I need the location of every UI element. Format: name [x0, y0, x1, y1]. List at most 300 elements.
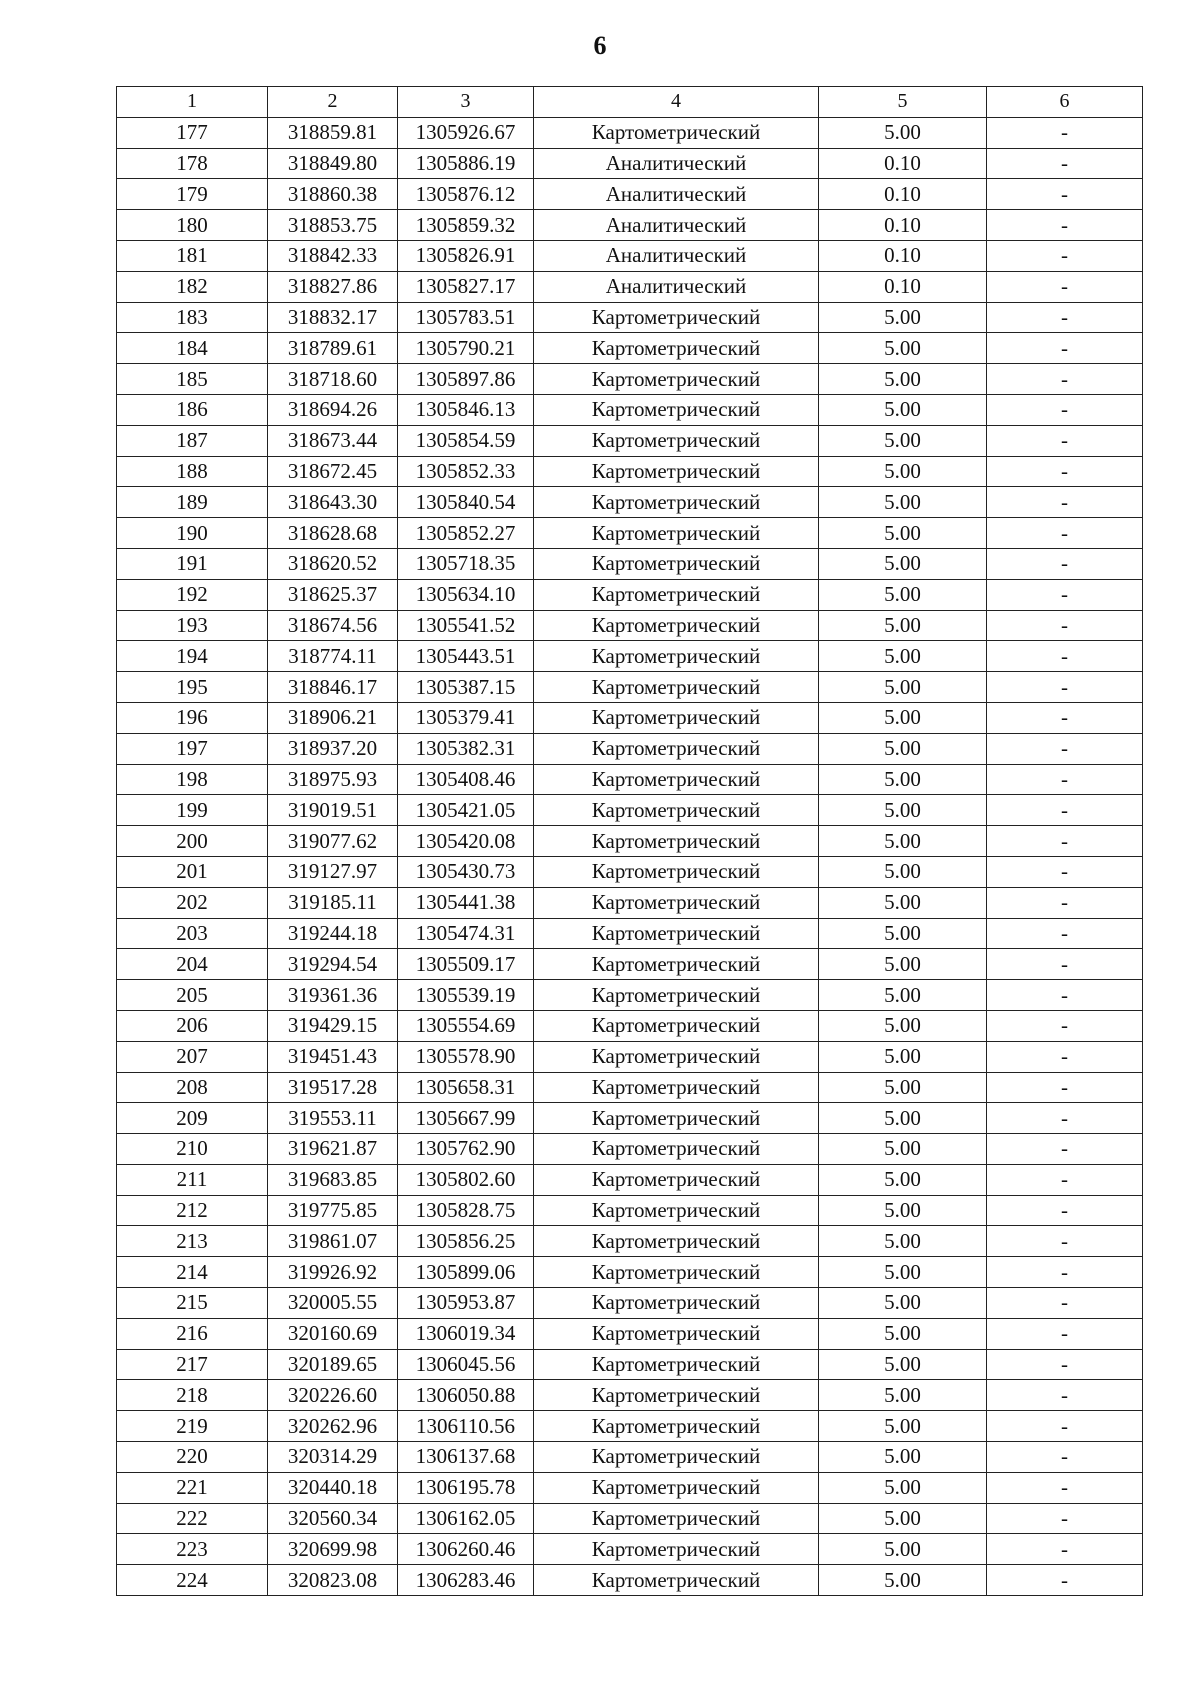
- accuracy-cell: 5.00: [819, 1565, 987, 1596]
- table-row: [117, 1534, 1143, 1565]
- point-number-cell: 223: [117, 1534, 268, 1565]
- table-row: [117, 1257, 1143, 1288]
- method-cell: Картометрический: [534, 733, 819, 764]
- table-row: [117, 1411, 1143, 1442]
- coordinate-x-cell: 319429.15: [268, 1010, 398, 1041]
- method-cell: Картометрический: [534, 333, 819, 364]
- coordinate-y-cell: 1306050.88: [398, 1380, 534, 1411]
- accuracy-cell: 5.00: [819, 980, 987, 1011]
- note-cell: -: [987, 1380, 1143, 1411]
- method-cell: Картометрический: [534, 425, 819, 456]
- table-row: [117, 240, 1143, 271]
- note-cell: -: [987, 1349, 1143, 1380]
- method-cell: Картометрический: [534, 1288, 819, 1319]
- method-cell: Картометрический: [534, 117, 819, 148]
- coordinate-x-cell: 318672.45: [268, 456, 398, 487]
- method-cell: Картометрический: [534, 826, 819, 857]
- note-cell: -: [987, 1318, 1143, 1349]
- point-number-cell: 197: [117, 733, 268, 764]
- coordinate-y-cell: 1305953.87: [398, 1288, 534, 1319]
- coordinate-x-cell: 320823.08: [268, 1565, 398, 1596]
- coordinate-y-cell: 1305854.59: [398, 425, 534, 456]
- accuracy-cell: 5.00: [819, 1134, 987, 1165]
- note-cell: -: [987, 210, 1143, 241]
- table-row: [117, 1503, 1143, 1534]
- table-row: [117, 364, 1143, 395]
- accuracy-cell: 5.00: [819, 1164, 987, 1195]
- coordinate-y-cell: 1305762.90: [398, 1134, 534, 1165]
- coordinate-x-cell: 320005.55: [268, 1288, 398, 1319]
- coordinate-y-cell: 1306195.78: [398, 1472, 534, 1503]
- coordinate-x-cell: 319294.54: [268, 949, 398, 980]
- coordinate-x-cell: 319553.11: [268, 1103, 398, 1134]
- note-cell: -: [987, 1010, 1143, 1041]
- point-number-cell: 196: [117, 702, 268, 733]
- point-number-cell: 200: [117, 826, 268, 857]
- point-number-cell: 199: [117, 795, 268, 826]
- coordinate-x-cell: 318625.37: [268, 579, 398, 610]
- table-row: [117, 1164, 1143, 1195]
- header-row: [117, 87, 1143, 118]
- note-cell: -: [987, 1164, 1143, 1195]
- point-number-cell: 182: [117, 271, 268, 302]
- table-row: [117, 1472, 1143, 1503]
- method-cell: Картометрический: [534, 1072, 819, 1103]
- coordinate-y-cell: 1305828.75: [398, 1195, 534, 1226]
- method-cell: Аналитический: [534, 179, 819, 210]
- method-cell: Картометрический: [534, 1411, 819, 1442]
- method-cell: Картометрический: [534, 518, 819, 549]
- method-cell: Картометрический: [534, 364, 819, 395]
- coordinate-x-cell: 320226.60: [268, 1380, 398, 1411]
- coordinate-x-cell: 319244.18: [268, 918, 398, 949]
- column-header: 2: [268, 87, 398, 118]
- accuracy-cell: 5.00: [819, 394, 987, 425]
- point-number-cell: 209: [117, 1103, 268, 1134]
- note-cell: -: [987, 641, 1143, 672]
- coordinate-x-cell: 318827.86: [268, 271, 398, 302]
- note-cell: -: [987, 487, 1143, 518]
- accuracy-cell: 5.00: [819, 826, 987, 857]
- point-number-cell: 193: [117, 610, 268, 641]
- accuracy-cell: 5.00: [819, 1041, 987, 1072]
- method-cell: Картометрический: [534, 1472, 819, 1503]
- coordinate-x-cell: 318975.93: [268, 764, 398, 795]
- table-row: [117, 1442, 1143, 1473]
- point-number-cell: 224: [117, 1565, 268, 1596]
- coordinate-y-cell: 1305840.54: [398, 487, 534, 518]
- coordinate-y-cell: 1305856.25: [398, 1226, 534, 1257]
- coordinate-y-cell: 1305876.12: [398, 179, 534, 210]
- table-row: [117, 1380, 1143, 1411]
- coordinate-x-cell: 319451.43: [268, 1041, 398, 1072]
- method-cell: Картометрический: [534, 1534, 819, 1565]
- coordinate-y-cell: 1305634.10: [398, 579, 534, 610]
- table-row: [117, 456, 1143, 487]
- accuracy-cell: 0.10: [819, 148, 987, 179]
- method-cell: Аналитический: [534, 148, 819, 179]
- accuracy-cell: 5.00: [819, 702, 987, 733]
- accuracy-cell: 5.00: [819, 1534, 987, 1565]
- accuracy-cell: 5.00: [819, 364, 987, 395]
- coordinate-x-cell: 318832.17: [268, 302, 398, 333]
- point-number-cell: 183: [117, 302, 268, 333]
- coordinate-y-cell: 1305718.35: [398, 548, 534, 579]
- coordinate-x-cell: 318674.56: [268, 610, 398, 641]
- accuracy-cell: 5.00: [819, 1503, 987, 1534]
- method-cell: Картометрический: [534, 579, 819, 610]
- coordinate-y-cell: 1305509.17: [398, 949, 534, 980]
- note-cell: -: [987, 271, 1143, 302]
- note-cell: -: [987, 1257, 1143, 1288]
- table-row: [117, 641, 1143, 672]
- coordinate-x-cell: 318849.80: [268, 148, 398, 179]
- accuracy-cell: 5.00: [819, 1318, 987, 1349]
- note-cell: -: [987, 456, 1143, 487]
- table-row: [117, 1565, 1143, 1596]
- coordinate-x-cell: 318718.60: [268, 364, 398, 395]
- note-cell: -: [987, 795, 1143, 826]
- accuracy-cell: 5.00: [819, 333, 987, 364]
- note-cell: -: [987, 1103, 1143, 1134]
- note-cell: -: [987, 579, 1143, 610]
- page-number: 6: [593, 31, 607, 60]
- coordinate-x-cell: 318673.44: [268, 425, 398, 456]
- accuracy-cell: 5.00: [819, 1103, 987, 1134]
- point-number-cell: 180: [117, 210, 268, 241]
- accuracy-cell: 5.00: [819, 1442, 987, 1473]
- accuracy-cell: 5.00: [819, 1472, 987, 1503]
- method-cell: Картометрический: [534, 610, 819, 641]
- table-row: [117, 1010, 1143, 1041]
- table-row: [117, 579, 1143, 610]
- accuracy-cell: 5.00: [819, 1257, 987, 1288]
- accuracy-cell: 5.00: [819, 733, 987, 764]
- coordinate-y-cell: 1305658.31: [398, 1072, 534, 1103]
- coordinate-y-cell: 1305474.31: [398, 918, 534, 949]
- note-cell: -: [987, 1134, 1143, 1165]
- method-cell: Картометрический: [534, 918, 819, 949]
- coordinate-x-cell: 318789.61: [268, 333, 398, 364]
- table-row: [117, 394, 1143, 425]
- coordinate-x-cell: 319127.97: [268, 856, 398, 887]
- table-row: [117, 918, 1143, 949]
- method-cell: Картометрический: [534, 1257, 819, 1288]
- accuracy-cell: 5.00: [819, 856, 987, 887]
- point-number-cell: 201: [117, 856, 268, 887]
- coordinate-y-cell: 1305441.38: [398, 887, 534, 918]
- coordinate-y-cell: 1305379.41: [398, 702, 534, 733]
- table-row: [117, 1134, 1143, 1165]
- accuracy-cell: 5.00: [819, 672, 987, 703]
- coordinate-y-cell: 1305826.91: [398, 240, 534, 271]
- table-row: [117, 1103, 1143, 1134]
- table-row: [117, 949, 1143, 980]
- coordinates-table: [116, 86, 1143, 1596]
- table-row: [117, 733, 1143, 764]
- table-row: [117, 548, 1143, 579]
- coordinate-y-cell: 1305539.19: [398, 980, 534, 1011]
- table-row: [117, 856, 1143, 887]
- point-number-cell: 202: [117, 887, 268, 918]
- coordinate-x-cell: 318853.75: [268, 210, 398, 241]
- point-number-cell: 220: [117, 1442, 268, 1473]
- note-cell: -: [987, 1411, 1143, 1442]
- point-number-cell: 179: [117, 179, 268, 210]
- coordinate-y-cell: 1305541.52: [398, 610, 534, 641]
- coordinate-y-cell: 1305802.60: [398, 1164, 534, 1195]
- coordinate-y-cell: 1305430.73: [398, 856, 534, 887]
- note-cell: -: [987, 1195, 1143, 1226]
- coordinate-x-cell: 319926.92: [268, 1257, 398, 1288]
- coordinate-x-cell: 319361.36: [268, 980, 398, 1011]
- coordinate-y-cell: 1305408.46: [398, 764, 534, 795]
- note-cell: -: [987, 610, 1143, 641]
- coordinate-x-cell: 318628.68: [268, 518, 398, 549]
- table-row: [117, 887, 1143, 918]
- coordinate-x-cell: 319775.85: [268, 1195, 398, 1226]
- method-cell: Картометрический: [534, 1010, 819, 1041]
- accuracy-cell: 5.00: [819, 1288, 987, 1319]
- note-cell: -: [987, 1503, 1143, 1534]
- point-number-cell: 188: [117, 456, 268, 487]
- coordinate-x-cell: 319077.62: [268, 826, 398, 857]
- coordinate-y-cell: 1305420.08: [398, 826, 534, 857]
- accuracy-cell: 5.00: [819, 949, 987, 980]
- point-number-cell: 184: [117, 333, 268, 364]
- note-cell: -: [987, 179, 1143, 210]
- method-cell: Картометрический: [534, 1349, 819, 1380]
- coordinate-x-cell: 318694.26: [268, 394, 398, 425]
- column-header: 5: [819, 87, 987, 118]
- point-number-cell: 215: [117, 1288, 268, 1319]
- coordinate-y-cell: 1305926.67: [398, 117, 534, 148]
- table-row: [117, 610, 1143, 641]
- note-cell: -: [987, 240, 1143, 271]
- method-cell: Картометрический: [534, 394, 819, 425]
- column-header: 1: [117, 87, 268, 118]
- coordinate-y-cell: 1305790.21: [398, 333, 534, 364]
- point-number-cell: 198: [117, 764, 268, 795]
- note-cell: -: [987, 856, 1143, 887]
- coordinate-x-cell: 318860.38: [268, 179, 398, 210]
- coordinate-x-cell: 320440.18: [268, 1472, 398, 1503]
- method-cell: Картометрический: [534, 548, 819, 579]
- point-number-cell: 219: [117, 1411, 268, 1442]
- column-header: 3: [398, 87, 534, 118]
- method-cell: Картометрический: [534, 672, 819, 703]
- note-cell: -: [987, 1565, 1143, 1596]
- accuracy-cell: 5.00: [819, 302, 987, 333]
- note-cell: -: [987, 1041, 1143, 1072]
- table-row: [117, 333, 1143, 364]
- table-row: [117, 425, 1143, 456]
- method-cell: Картометрический: [534, 1041, 819, 1072]
- table-row: [117, 1072, 1143, 1103]
- coordinate-y-cell: 1306045.56: [398, 1349, 534, 1380]
- note-cell: -: [987, 949, 1143, 980]
- method-cell: Картометрический: [534, 1318, 819, 1349]
- coordinate-x-cell: 320160.69: [268, 1318, 398, 1349]
- note-cell: -: [987, 887, 1143, 918]
- point-number-cell: 194: [117, 641, 268, 672]
- point-number-cell: 185: [117, 364, 268, 395]
- point-number-cell: 216: [117, 1318, 268, 1349]
- accuracy-cell: 5.00: [819, 1195, 987, 1226]
- note-cell: -: [987, 1226, 1143, 1257]
- table-row: [117, 702, 1143, 733]
- point-number-cell: 186: [117, 394, 268, 425]
- method-cell: Картометрический: [534, 764, 819, 795]
- coordinate-y-cell: 1305382.31: [398, 733, 534, 764]
- coordinate-y-cell: 1305859.32: [398, 210, 534, 241]
- point-number-cell: 192: [117, 579, 268, 610]
- point-number-cell: 213: [117, 1226, 268, 1257]
- accuracy-cell: 5.00: [819, 610, 987, 641]
- point-number-cell: 221: [117, 1472, 268, 1503]
- accuracy-cell: 5.00: [819, 1010, 987, 1041]
- note-cell: -: [987, 918, 1143, 949]
- method-cell: Картометрический: [534, 887, 819, 918]
- coordinate-x-cell: 319861.07: [268, 1226, 398, 1257]
- point-number-cell: 191: [117, 548, 268, 579]
- table-row: [117, 795, 1143, 826]
- table-header: [117, 87, 1143, 118]
- note-cell: -: [987, 672, 1143, 703]
- accuracy-cell: 5.00: [819, 764, 987, 795]
- coordinate-x-cell: 319019.51: [268, 795, 398, 826]
- accuracy-cell: 5.00: [819, 1411, 987, 1442]
- table-row: [117, 764, 1143, 795]
- table-row: [117, 518, 1143, 549]
- note-cell: -: [987, 364, 1143, 395]
- method-cell: Картометрический: [534, 1442, 819, 1473]
- coordinate-y-cell: 1306260.46: [398, 1534, 534, 1565]
- method-cell: Картометрический: [534, 949, 819, 980]
- note-cell: -: [987, 548, 1143, 579]
- point-number-cell: 210: [117, 1134, 268, 1165]
- point-number-cell: 214: [117, 1257, 268, 1288]
- table-row: [117, 1226, 1143, 1257]
- coordinate-y-cell: 1305846.13: [398, 394, 534, 425]
- accuracy-cell: 5.00: [819, 579, 987, 610]
- point-number-cell: 205: [117, 980, 268, 1011]
- coordinate-x-cell: 318842.33: [268, 240, 398, 271]
- method-cell: Картометрический: [534, 795, 819, 826]
- method-cell: Картометрический: [534, 1565, 819, 1596]
- point-number-cell: 222: [117, 1503, 268, 1534]
- coordinate-x-cell: 320314.29: [268, 1442, 398, 1473]
- table-row: [117, 672, 1143, 703]
- accuracy-cell: 0.10: [819, 210, 987, 241]
- note-cell: -: [987, 518, 1143, 549]
- method-cell: Картометрический: [534, 856, 819, 887]
- note-cell: -: [987, 1072, 1143, 1103]
- accuracy-cell: 5.00: [819, 795, 987, 826]
- accuracy-cell: 0.10: [819, 271, 987, 302]
- coordinate-x-cell: 319517.28: [268, 1072, 398, 1103]
- method-cell: Картометрический: [534, 1134, 819, 1165]
- coordinate-y-cell: 1306019.34: [398, 1318, 534, 1349]
- accuracy-cell: 5.00: [819, 425, 987, 456]
- note-cell: -: [987, 1534, 1143, 1565]
- coordinate-y-cell: 1305443.51: [398, 641, 534, 672]
- method-cell: Картометрический: [534, 1195, 819, 1226]
- coordinate-y-cell: 1306162.05: [398, 1503, 534, 1534]
- accuracy-cell: 5.00: [819, 1072, 987, 1103]
- coordinate-x-cell: 319621.87: [268, 1134, 398, 1165]
- coordinate-y-cell: 1305827.17: [398, 271, 534, 302]
- table-body: [117, 117, 1143, 1595]
- accuracy-cell: 5.00: [819, 1380, 987, 1411]
- coordinate-y-cell: 1306137.68: [398, 1442, 534, 1473]
- method-cell: Картометрический: [534, 456, 819, 487]
- note-cell: -: [987, 980, 1143, 1011]
- note-cell: -: [987, 764, 1143, 795]
- accuracy-cell: 5.00: [819, 1226, 987, 1257]
- note-cell: -: [987, 302, 1143, 333]
- method-cell: Картометрический: [534, 702, 819, 733]
- coordinate-x-cell: 320560.34: [268, 1503, 398, 1534]
- point-number-cell: 189: [117, 487, 268, 518]
- coordinate-y-cell: 1305852.33: [398, 456, 534, 487]
- coordinate-y-cell: 1305554.69: [398, 1010, 534, 1041]
- point-number-cell: 187: [117, 425, 268, 456]
- method-cell: Картометрический: [534, 302, 819, 333]
- coordinate-x-cell: 320699.98: [268, 1534, 398, 1565]
- coordinate-x-cell: 320262.96: [268, 1411, 398, 1442]
- coordinate-y-cell: 1305387.15: [398, 672, 534, 703]
- coordinate-x-cell: 318643.30: [268, 487, 398, 518]
- note-cell: -: [987, 333, 1143, 364]
- method-cell: Картометрический: [534, 1103, 819, 1134]
- accuracy-cell: 5.00: [819, 918, 987, 949]
- column-header: 4: [534, 87, 819, 118]
- coordinate-x-cell: 318937.20: [268, 733, 398, 764]
- method-cell: Аналитический: [534, 210, 819, 241]
- point-number-cell: 218: [117, 1380, 268, 1411]
- accuracy-cell: 5.00: [819, 548, 987, 579]
- coordinate-y-cell: 1306283.46: [398, 1565, 534, 1596]
- point-number-cell: 190: [117, 518, 268, 549]
- coordinate-x-cell: 318859.81: [268, 117, 398, 148]
- point-number-cell: 181: [117, 240, 268, 271]
- accuracy-cell: 0.10: [819, 240, 987, 271]
- table-row: [117, 1041, 1143, 1072]
- note-cell: -: [987, 733, 1143, 764]
- note-cell: -: [987, 826, 1143, 857]
- method-cell: Картометрический: [534, 641, 819, 672]
- coordinate-y-cell: 1305578.90: [398, 1041, 534, 1072]
- coordinate-y-cell: 1305852.27: [398, 518, 534, 549]
- note-cell: -: [987, 1288, 1143, 1319]
- note-cell: -: [987, 148, 1143, 179]
- coordinate-y-cell: 1305897.86: [398, 364, 534, 395]
- coordinate-x-cell: 320189.65: [268, 1349, 398, 1380]
- note-cell: -: [987, 425, 1143, 456]
- table-row: [117, 148, 1143, 179]
- table-row: [117, 179, 1143, 210]
- coordinate-y-cell: 1305886.19: [398, 148, 534, 179]
- coordinate-x-cell: 318620.52: [268, 548, 398, 579]
- method-cell: Картометрический: [534, 1164, 819, 1195]
- table-row: [117, 1349, 1143, 1380]
- table-row: [117, 1288, 1143, 1319]
- coordinate-y-cell: 1306110.56: [398, 1411, 534, 1442]
- table-row: [117, 1195, 1143, 1226]
- note-cell: -: [987, 1472, 1143, 1503]
- coordinate-y-cell: 1305667.99: [398, 1103, 534, 1134]
